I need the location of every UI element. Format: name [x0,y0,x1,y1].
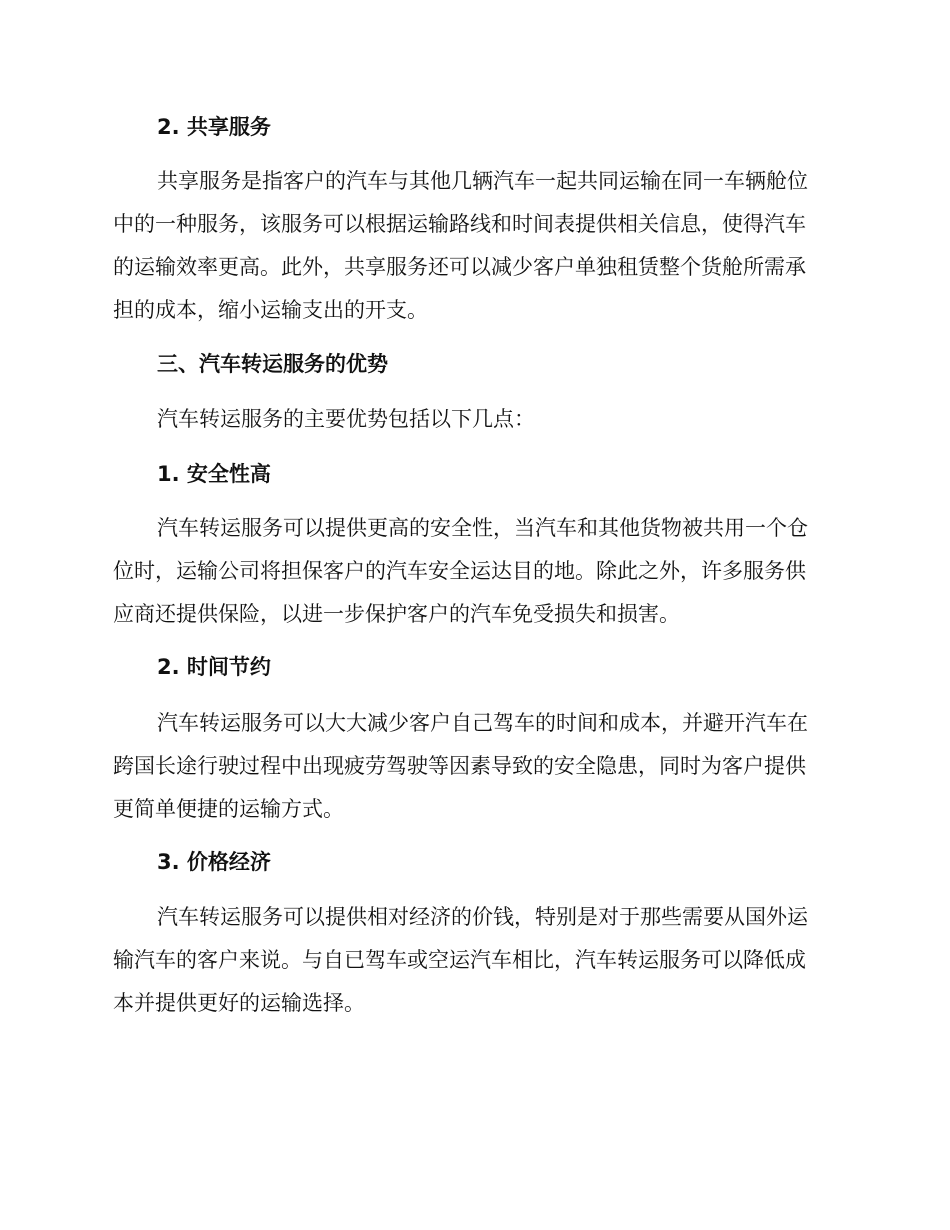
section-heading-safety: 1. 安全性高 [157,462,271,486]
paragraph-line: 的运输效率更高。此外，共享服务还可以减少客户单独租赁整个货舱所需承 [113,255,806,279]
paragraph-line: 输汽车的客户来说。与自已驾车或空运汽车相比，汽车转运服务可以降低成 [113,948,806,972]
paragraph-line: 本并提供更好的运输选择。 [113,991,365,1015]
paragraph-line: 中的一种服务，该服务可以根据运输路线和时间表提供相关信息，使得汽车 [113,212,806,236]
section-heading-advantages: 三、汽车转运服务的优势 [157,352,388,376]
paragraph-line: 汽车转运服务可以大大减少客户自己驾车的时间和成本，并避开汽车在 [157,711,808,735]
paragraph-line: 共享服务是指客户的汽车与其他几辆汽车一起共同运输在同一车辆舱位 [157,169,808,193]
paragraph-line: 汽车转运服务的主要优势包括以下几点： [157,407,535,431]
section-heading-price-economy: 3. 价格经济 [157,850,271,874]
paragraph-line: 汽车转运服务可以提供相对经济的价钱，特别是对于那些需要从国外运 [157,905,808,929]
paragraph-sharing-service [113,160,833,332]
paragraph-time-saving [113,702,833,831]
paragraph-line: 位时，运输公司将担保客户的汽车安全运达目的地。除此之外，许多服务供 [113,559,806,583]
section-heading-sharing-service: 2. 共享服务 [157,115,271,139]
paragraph-price-economy [113,896,833,1025]
section-heading-time-saving: 2. 时间节约 [157,655,271,679]
paragraph-line: 更简单便捷的运输方式。 [113,797,344,821]
paragraph-line: 跨国长途行驶过程中出现疲劳驾驶等因素导致的安全隐患，同时为客户提供 [113,754,806,778]
paragraph-line: 汽车转运服务可以提供更高的安全性，当汽车和其他货物被共用一个仓 [157,516,808,540]
paragraph-safety [113,507,833,636]
paragraph-line: 担的成本，缩小运输支出的开支。 [113,298,428,322]
paragraph-line: 应商还提供保险，以进一步保护客户的汽车免受损失和损害。 [113,602,680,626]
paragraph-advantages-intro [113,398,833,441]
